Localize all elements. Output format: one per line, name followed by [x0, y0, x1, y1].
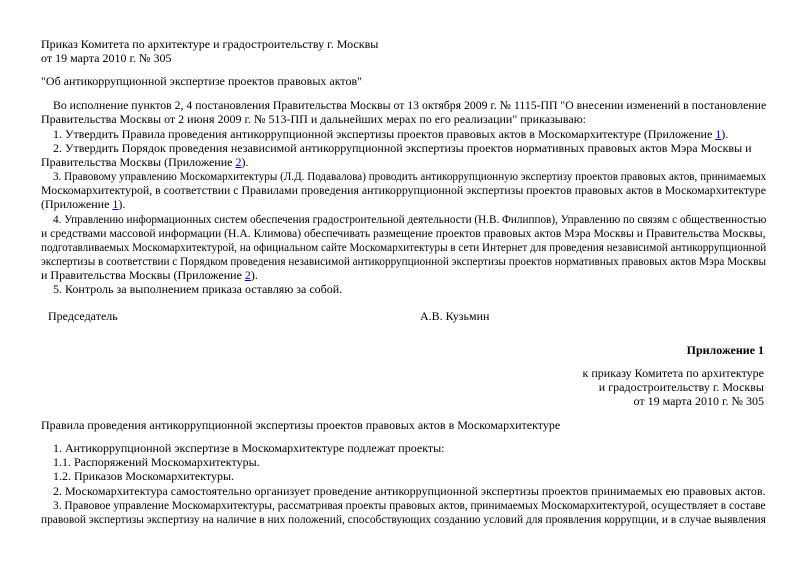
document-subject: "Об антикоррупционной экспертизе проектов правовых актов" — [41, 74, 363, 88]
rules-item-3-line2: правовой экспертизы экспертизу на наличие в них положений, способствующих созданию условий для проявления коррупции, и в случае выявления — [41, 512, 766, 526]
appendix-heading: Приложение 1 — [686, 343, 764, 357]
appendix-2-link[interactable]: 2 — [244, 268, 251, 282]
order-item-4-line3: подготавливаемых Москомархитектурой, на официальном сайте Москомархитектуры в сети Интернет для проведения независимой антикоррупционной — [41, 240, 767, 254]
order-item-3-line2: Москомархитектурой, в соответствии с Правилами проведения антикоррупционной экспертизы проектов правовых актов в Москомархитектуре — [41, 183, 766, 197]
appendix-2-link[interactable]: 2 — [235, 155, 242, 169]
order-item-2-text: Правительства Москвы (Приложение — [41, 155, 236, 169]
order-intro-line2: Правительства Москвы от 2 июня 2009 г. № 513-ПП и дальнейших мерах по его реализации" приказываю: — [41, 112, 586, 126]
appendix-ref-line3: от 19 марта 2010 г. № 305 — [633, 394, 764, 408]
document-date-number: от 19 марта 2010 г. № 305 — [41, 51, 172, 65]
order-item-4-text: и Правительства Москвы (Приложение — [41, 268, 245, 282]
order-item-3-tail: ). — [118, 197, 126, 211]
rules-item-3-line1: 3. Правовое управление Москомархитектуры, рассматривая проекты правовых актов, принимаемых Москомархитектурой, осуществляет в составе — [53, 498, 766, 512]
order-item-4-line1: 4. Управлению информационных систем обеспечения градостроительной деятельности (Н.В. Филиппов), Управлению по связям с общественностью — [53, 212, 767, 226]
order-item-1 — [53, 127, 728, 141]
order-item-3-line1: 3. Правовому управлению Москомархитектуры (Л.Д. Подавалова) проводить антикоррупционную экспертизу проектов правовых актов, принимаемых — [53, 169, 767, 183]
order-item-3-line3 — [41, 197, 125, 211]
rules-item-1-2: 1.2. Приказов Москомархитектуры. — [53, 469, 235, 483]
signature-position: Председатель — [48, 309, 118, 323]
appendix-1-link[interactable]: 1 — [112, 197, 119, 211]
order-item-1-text: 1. Утвердить Правила проведения антикоррупционной экспертизы проектов правовых актов в Москомархитектуре (Приложение — [53, 127, 716, 141]
order-item-5: 5. Контроль за выполнением приказа оставляю за собой. — [53, 282, 343, 296]
order-item-4-line4: экспертизы в соответствии с Порядком проведения независимой антикоррупционной экспертизы проектов нормативных правовых актов Мэра Москвы — [41, 254, 767, 268]
document-title-line1: Приказ Комитета по архитектуре и градостроительству г. Москвы — [41, 37, 379, 51]
order-item-2-line1: 2. Утвердить Порядок проведения независимой антикоррупционной экспертизы проектов нормативных правовых актов Мэра Москвы и — [53, 141, 752, 155]
order-item-2-line2 — [41, 155, 248, 169]
appendix-1-link[interactable]: 1 — [715, 127, 722, 141]
order-item-4-line5 — [41, 268, 258, 282]
order-item-3-text: (Приложение — [41, 197, 113, 211]
order-item-4-tail: ). — [250, 268, 258, 282]
rules-item-1: 1. Антикоррупционной экспертизе в Москомархитектуре подлежат проекты: — [53, 441, 445, 455]
signature-name: А.В. Кузьмин — [420, 309, 490, 323]
order-item-1-tail: ). — [721, 127, 729, 141]
order-item-4-line2: и средствами массовой информации (Н.А. Климова) обеспечивать размещение проектов правовых актов Мэра Москвы и Правительства Москвы, — [41, 226, 766, 240]
order-intro-line1: Во исполнение пунктов 2, 4 постановления Правительства Москвы от 13 октября 2009 г. № 1115-ПП "О внесении изменений в постановление — [53, 98, 767, 112]
appendix-ref-line2: и градостроительству г. Москвы — [598, 380, 764, 394]
rules-item-2: 2. Москомархитектура самостоятельно организует проведение антикоррупционной экспертизы проектов принимаемых ею правовых актов. — [53, 484, 766, 498]
appendix-ref-line1: к приказу Комитета по архитектуре — [582, 366, 764, 380]
order-item-2-tail: ). — [241, 155, 249, 169]
rules-title: Правила проведения антикоррупционной экспертизы проектов правовых актов в Москомархитектуре — [41, 418, 561, 432]
rules-item-1-1: 1.1. Распоряжений Москомархитектуры. — [53, 455, 260, 469]
